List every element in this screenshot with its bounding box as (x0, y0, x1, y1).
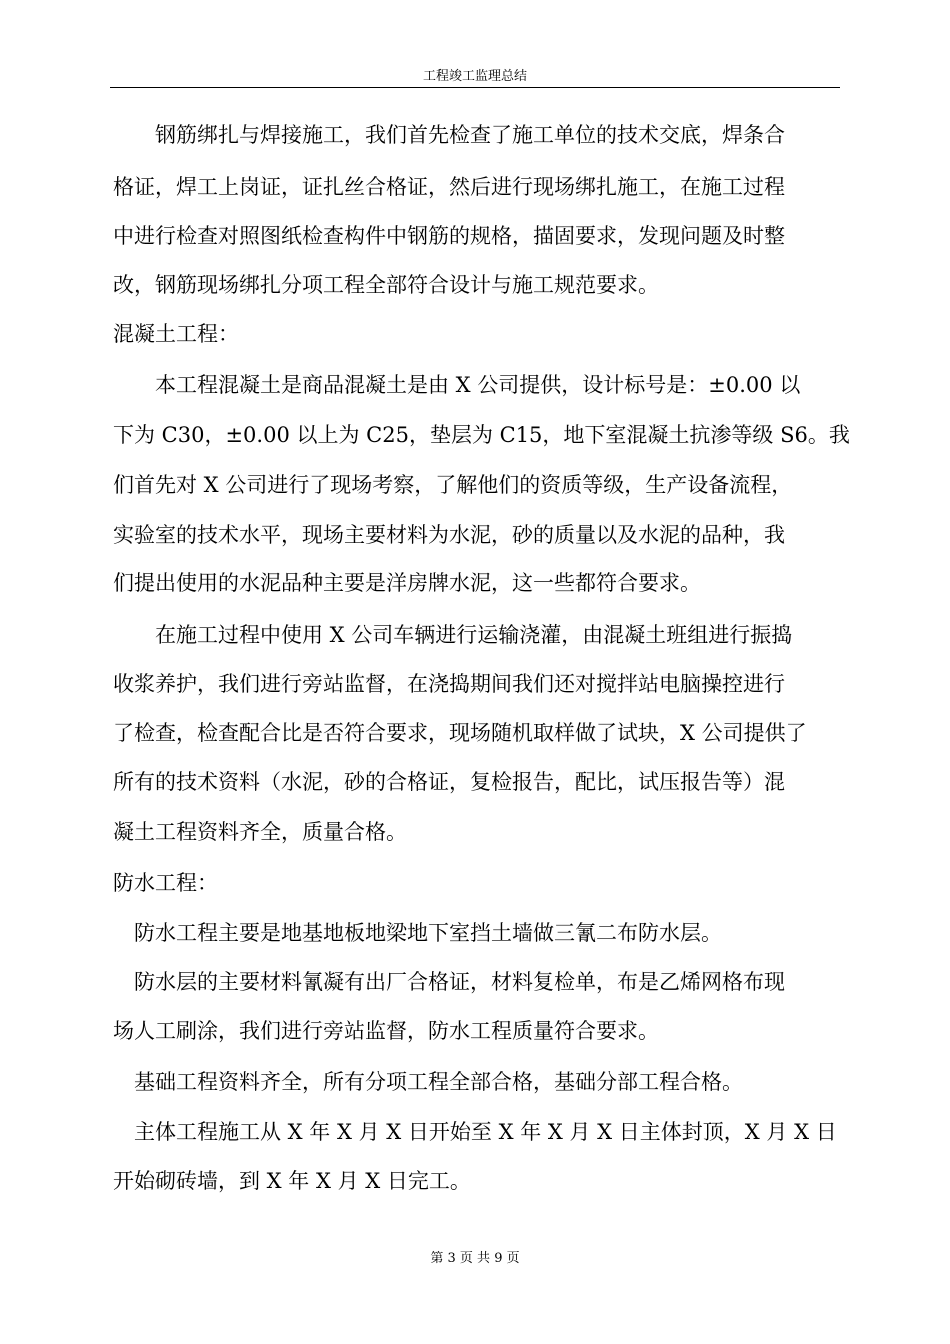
section-heading-waterproofing: 防水工程： (113, 871, 218, 895)
running-header: 工程竣工监理总结 (422, 69, 527, 84)
body-line: 格证，焊工上岗证，证扎丝合格证，然后进行现场绑扎施工，在施工过程 (113, 175, 785, 199)
body-line: 实验室的技术水平，现场主要材料为水泥，砂的质量以及水泥的品种，我 (113, 523, 785, 547)
body-line: 下为 C30，±0.00 以上为 C25，垫层为 C15，地下室混凝土抗渗等级 S6。我 (113, 423, 850, 447)
section-heading-concrete: 混凝土工程： (113, 322, 239, 346)
body-line: 们提出使用的水泥品种主要是洋房牌水泥，这一些都符合要求。 (113, 571, 701, 595)
body-line: 场人工刷涂，我们进行旁站监督，防水工程质量符合要求。 (113, 1019, 659, 1043)
body-line: 防水层的主要材料氰凝有出厂合格证，材料复检单，布是乙烯网格布现 (113, 970, 785, 994)
body-line: 开始砌砖墙，到 X 年 X 月 X 日完工。 (113, 1169, 471, 1193)
body-line: 钢筋绑扎与焊接施工，我们首先检查了施工单位的技术交底，焊条合 (113, 123, 785, 147)
body-line: 在施工过程中使用 X 公司车辆进行运输浇灌，由混凝土班组进行振捣 (113, 623, 793, 647)
body-line: 了检查，检查配合比是否符合要求，现场随机取样做了试块，X 公司提供了 (113, 721, 807, 745)
body-line: 收浆养护，我们进行旁站监督，在浇捣期间我们还对搅拌站电脑操控进行 (113, 672, 785, 696)
body-line: 凝土工程资料齐全，质量合格。 (113, 820, 407, 844)
header-rule (110, 87, 840, 88)
body-line: 防水工程主要是地基地板地梁地下室挡土墙做三氰二布防水层。 (113, 921, 722, 945)
body-line: 所有的技术资料（水泥，砂的合格证，复检报告，配比，试压报告等）混 (113, 770, 785, 794)
body-line: 基础工程资料齐全，所有分项工程全部合格，基础分部工程合格。 (113, 1070, 743, 1094)
body-line: 主体工程施工从 X 年 X 月 X 日开始至 X 年 X 月 X 日主体封顶，X 月 X 日 (113, 1120, 837, 1144)
page-number: 第 3 页 共 9 页 (430, 1251, 520, 1266)
body-line: 们首先对 X 公司进行了现场考察，了解他们的资质等级，生产设备流程， (113, 473, 793, 497)
body-line: 本工程混凝土是商品混凝土是由 X 公司提供，设计标号是：±0.00 以 (113, 373, 801, 397)
body-line: 改，钢筋现场绑扎分项工程全部符合设计与施工规范要求。 (113, 273, 659, 297)
body-line: 中进行检查对照图纸检查构件中钢筋的规格，描固要求，发现问题及时整 (113, 224, 785, 248)
